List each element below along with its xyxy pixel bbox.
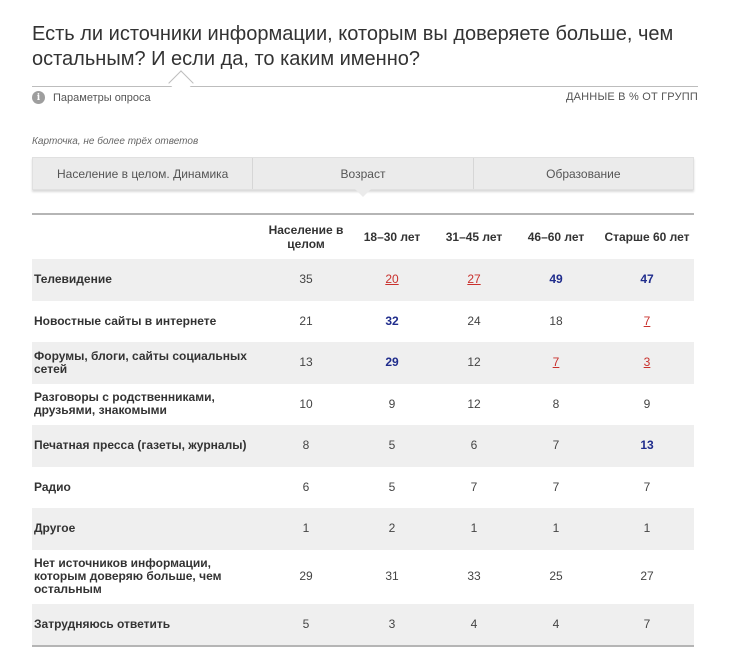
page-title: Есть ли источники информации, которым вы доверяете больше, чем остальным? И если да, то каким именно?	[32, 23, 674, 70]
table-cell: 47	[640, 272, 654, 287]
tab-education[interactable]: Образование	[473, 158, 693, 189]
info-icon: i	[32, 91, 45, 104]
row-label: Новостные сайты в интернете	[34, 313, 217, 328]
table-cell: 27	[467, 272, 481, 287]
column-header: 31–45 лет	[445, 230, 503, 244]
table-cell: 7	[552, 438, 560, 453]
table-cell: 29	[385, 355, 399, 370]
table-cell: 1	[552, 521, 560, 536]
table-cell: 33	[467, 569, 481, 583]
table-cell: 4	[470, 616, 478, 631]
column-header	[32, 215, 264, 259]
table-cell: 7	[643, 616, 651, 631]
survey-params-label: Параметры опроса	[53, 91, 151, 104]
table-cell: 8	[302, 438, 310, 453]
tab-bar	[32, 157, 694, 190]
column-header: Старше 60 лет	[604, 230, 690, 244]
table-bottom-border	[32, 645, 694, 647]
row-label: Телевидение	[34, 272, 112, 287]
table-row	[32, 301, 694, 343]
table-cell: 4	[552, 616, 560, 631]
results-table	[32, 215, 694, 645]
table-cell: 1	[470, 521, 478, 536]
table-cell: 25	[549, 569, 563, 583]
table-cell: 32	[385, 313, 399, 328]
row-label: Радио	[34, 479, 71, 494]
divider	[32, 86, 698, 87]
table-row	[32, 467, 694, 509]
table-cell: 31	[385, 569, 399, 583]
tab-population-dynamics[interactable]: Население в целом. Динамика	[56, 166, 229, 181]
table-row	[32, 425, 694, 467]
table-cell: 13	[640, 438, 654, 453]
tab-age[interactable]: Возраст	[252, 158, 472, 189]
table-row	[32, 259, 694, 301]
table-cell: 7	[643, 479, 651, 494]
table-row	[32, 550, 694, 604]
column-header: 46–60 лет	[527, 230, 585, 244]
row-label: Нет источников информации, которым доверяю больше, чем остальным	[34, 556, 222, 596]
survey-params-toggle[interactable]	[32, 91, 151, 104]
table-cell: 7	[470, 479, 478, 494]
table-body	[32, 259, 694, 645]
row-label: Печатная пресса (газеты, журналы)	[34, 438, 247, 453]
row-label: Разговоры с родственниками, друзьями, знакомыми	[34, 390, 215, 418]
table-header-row	[32, 215, 694, 259]
table-cell: 21	[299, 313, 313, 328]
table-cell: 35	[299, 272, 313, 287]
table-cell: 7	[643, 313, 651, 328]
table-cell: 5	[388, 438, 396, 453]
table-cell: 10	[299, 396, 313, 411]
table-cell: 3	[388, 616, 396, 631]
column-header: Население в целом	[268, 223, 344, 251]
divider-notch	[168, 70, 193, 95]
table-cell: 5	[388, 479, 396, 494]
table-cell: 29	[299, 569, 313, 583]
data-note: ДАННЫЕ В % ОТ ГРУПП	[565, 91, 698, 103]
table-cell: 8	[552, 396, 560, 411]
table-cell: 1	[643, 521, 651, 536]
table-cell: 20	[385, 272, 399, 287]
column-header: 18–30 лет	[363, 230, 421, 244]
table-cell: 18	[549, 313, 563, 328]
table-cell: 12	[467, 355, 481, 370]
table-cell: 3	[643, 355, 651, 370]
table-row	[32, 604, 694, 646]
results-table-container	[32, 213, 694, 647]
table-cell: 6	[302, 479, 310, 494]
table-cell: 27	[640, 569, 654, 583]
row-label: Затрудняюсь ответить	[34, 616, 171, 631]
table-cell: 1	[302, 521, 310, 536]
row-label: Другое	[34, 521, 76, 536]
survey-params-bar	[32, 86, 698, 106]
row-label: Форумы, блоги, сайты социальных сетей	[34, 348, 247, 376]
table-row	[32, 508, 694, 550]
table-cell: 5	[302, 616, 310, 631]
table-row	[32, 384, 694, 426]
card-note: Карточка, не более трёх ответов	[32, 136, 199, 147]
table-cell: 9	[643, 396, 651, 411]
table-cell: 9	[388, 396, 396, 411]
table-cell: 7	[552, 479, 560, 494]
table-cell: 2	[388, 521, 396, 536]
table-cell: 13	[299, 355, 313, 370]
table-cell: 12	[467, 396, 481, 411]
table-cell: 49	[549, 272, 563, 287]
table-cell: 24	[467, 313, 481, 328]
table-cell: 6	[470, 438, 478, 453]
table-cell: 7	[552, 355, 560, 370]
table-row	[32, 342, 694, 384]
